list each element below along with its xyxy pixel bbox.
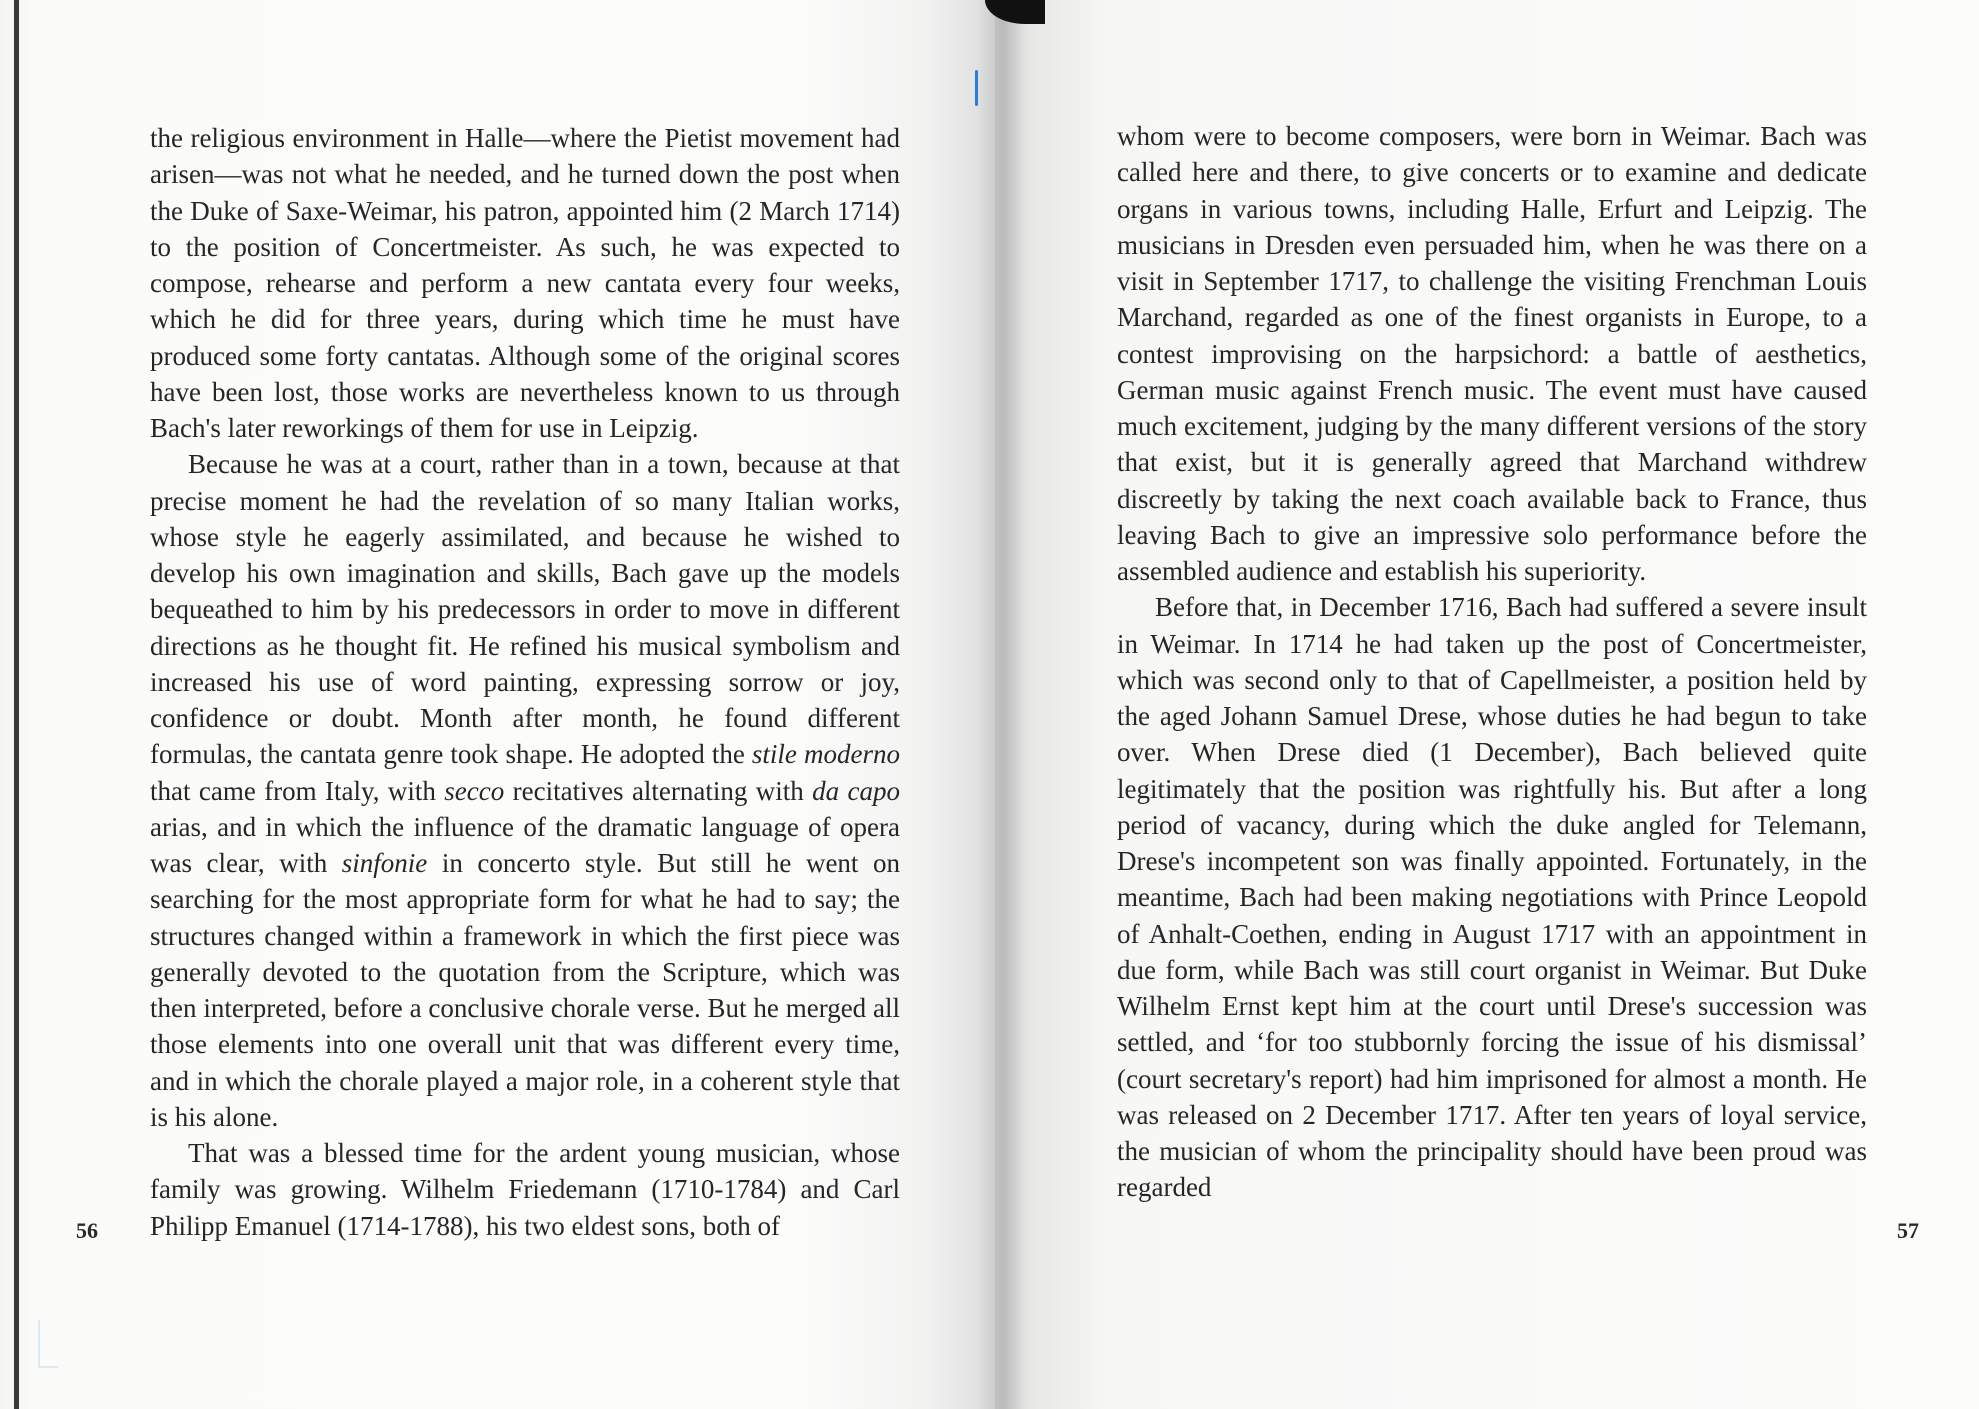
text-run: that came from Italy, with — [150, 775, 445, 806]
page-number-left: 56 — [76, 1218, 98, 1243]
page-number-right: 57 — [1897, 1218, 1919, 1243]
italic-term-da-capo: da capo — [812, 775, 900, 806]
page-smudge — [38, 1320, 58, 1368]
book-gutter — [975, 0, 1025, 1409]
left-paragraph-1: the religious environment in Halle—where the Pietist movement had arisen—was not what he needed, and he turned down the post when the Duke of Saxe-Weimar, his patron, appointed him (2 March 1714) to the position of Concertmeister. As such, he was expected to compose, rehearse and perform a new cantata every four weeks, which he did for three years, during which time he must have produced some forty cantatas. Although some of the original scores have been lost, those works are nevertheless known to us through Bach's later reworkings of them for use in Leipzig. — [150, 123, 900, 443]
right-page-text — [1117, 118, 1867, 1206]
italic-term-sinfonie: sinfonie — [341, 848, 428, 878]
text-run: recitatives alternating with — [504, 775, 813, 806]
left-paragraph-2 — [150, 446, 900, 1135]
left-page-text — [150, 120, 900, 1244]
right-paragraph-2: Before that, in December 1716, Bach had suffered a severe insult in Weimar. In 1714 he had taken up the post of Concertmeister, which was second only to that of Capellmeister, a position held by the aged Johann Samuel Drese, whose duties he had begun to take over. When Drese died (1 December), Bach believed quite legitimately that the position was rightfully his. But after a long period of vacancy, during which the duke angled for Telemann, Drese's incompetent son was finally appointed. Fortunately, in the meantime, Bach had been making negotiations with Prince Leopold of Anhalt-Coethen, ending in August 1717 with an appointment in due form, while Bach was still court organist in Weimar. But Duke Wilhelm Ernst kept him at the court until Drese's succession was settled, and ‘for too stubbornly forcing the issue of his dismissal’ (court secretary's report) had him imprisoned for almost a month. He was released on 2 December 1717. After ten years of loyal service, the musician of whom the principality should have been proud was regarded — [1117, 592, 1867, 1203]
text-run: arias, and in which the influence of the dramatic language of opera was clear, with — [150, 811, 900, 878]
right-paragraph-1: whom were to become composers, were born in Weimar. Bach was called here and there, to give concerts or to examine and dedicate organs in various towns, including Halle, Erfurt and Leipzig. The musicians in Dresden even persuaded him, when he was there on a visit in September 1717, to challenge the visiting Frenchman Louis Marchand, regarded as one of the finest organists in Europe, to a contest improvising on the harpsichord: a battle of aesthetics, German music against French music. The event must have caused much excitement, judging by the many different versions of the story that exist, but it is generally agreed that Marchand withdrew discreetly by taking the next coach available back to France, thus leaving Bach to give an impressive solo performance before the assembled audience and establish his superiority. — [1117, 121, 1867, 586]
ink-mark — [975, 70, 978, 106]
italic-term-secco: secco — [444, 775, 505, 806]
italic-term-stile-moderno: stile moderno — [751, 739, 900, 770]
text-run: Because he was at a court, rather than in a town, because at that precise moment he had the revelation of so many Italian works, whose style he eagerly assimilated, and because he wished to develop his own imagination and skills, Bach gave up the models bequeathed to him by his predecessors in order to move in different directions as he thought fit. He refined his musical symbolism and increased his use of word painting, expressing sorrow or joy, confidence or doubt. Month after month, he found different formulas, the cantata genre took shape. He adopted the — [150, 449, 900, 770]
left-paragraph-3: That was a blessed time for the ardent young musician, whose family was growing. Wilhelm Friedemann (1710-1784) and Carl Philipp Emanuel (1714-1788), his two eldest sons, both of — [150, 1138, 900, 1241]
text-run: in concerto style. But still he went on searching for the most appropriate form for what he had to say; the structures changed within a framework in which the first piece was generally devoted to the quotation from the Scripture, which was then interpreted, before a conclusive chorale verse. But he merged all those elements into one overall unit that was different every time, and in which the chorale played a major role, in a coherent style that is his alone. — [150, 848, 900, 1132]
